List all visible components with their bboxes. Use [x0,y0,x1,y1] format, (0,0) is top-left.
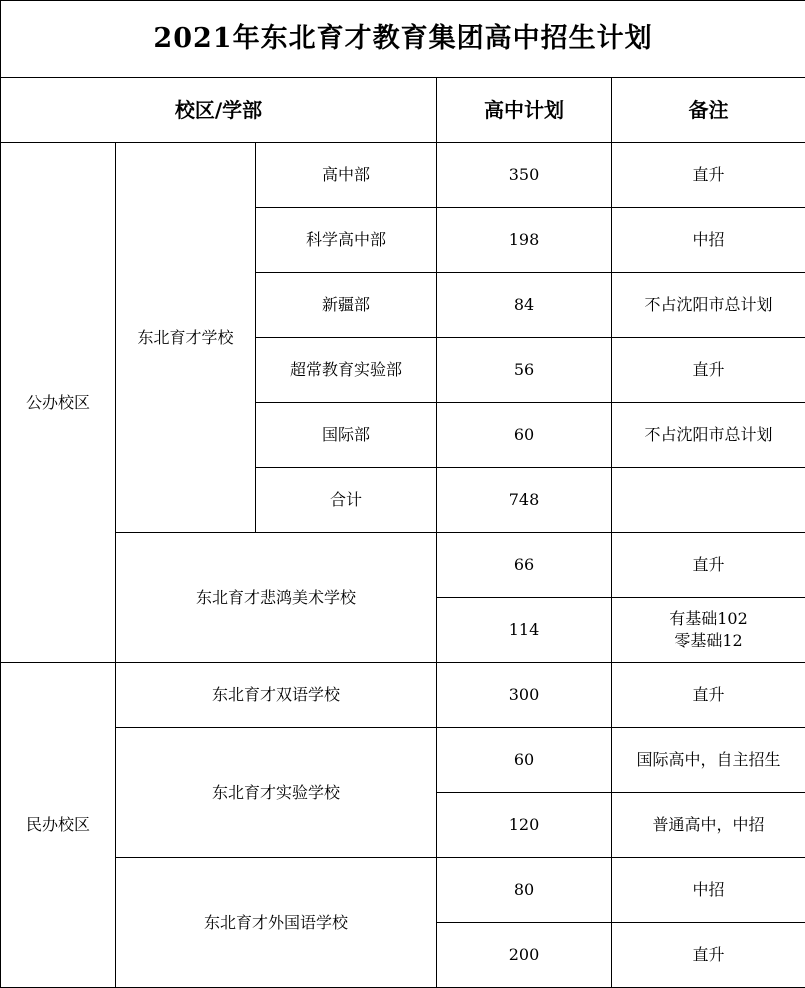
plan-cell: 80 [437,858,612,923]
note-cell: 直升 [612,663,805,728]
dept-cell: 新疆部 [256,273,437,338]
note-cell: 直升 [612,338,805,403]
plan-cell: 200 [437,923,612,988]
note-cell: 不占沈阳市总计划 [612,403,805,468]
plan-cell: 66 [437,533,612,598]
header-campus: 校区/学部 [1,78,437,143]
campus-private-label: 民办校区 [1,663,116,988]
dept-cell: 高中部 [256,143,437,208]
table-row [1,533,805,598]
school-experimental-name: 东北育才实验学校 [116,728,437,858]
note-cell: 中招 [612,208,805,273]
note-cell [612,468,805,533]
note-cell: 直升 [612,923,805,988]
note-cell: 普通高中，中招 [612,793,805,858]
school-main-name: 东北育才学校 [116,143,256,533]
header-plan: 高中计划 [437,78,612,143]
plan-cell: 300 [437,663,612,728]
campus-public-label: 公办校区 [1,143,116,663]
dept-cell: 科学高中部 [256,208,437,273]
dept-cell: 国际部 [256,403,437,468]
school-foreign-name: 东北育才外国语学校 [116,858,437,988]
note-line: 有基础102 [669,609,748,629]
plan-cell: 198 [437,208,612,273]
note-cell: 不占沈阳市总计划 [612,273,805,338]
title-row [1,1,805,78]
plan-cell: 84 [437,273,612,338]
table-row [1,728,805,793]
school-bilingual-name: 东北育才双语学校 [116,663,437,728]
plan-cell: 114 [437,598,612,663]
note-cell-multiline [612,598,805,663]
dept-cell: 超常教育实验部 [256,338,437,403]
note-cell: 直升 [612,143,805,208]
school-art-name: 东北育才悲鸿美术学校 [116,533,437,663]
plan-cell: 120 [437,793,612,858]
note-cell: 直升 [612,533,805,598]
plan-cell: 56 [437,338,612,403]
plan-cell: 60 [437,403,612,468]
header-note: 备注 [612,78,805,143]
table-row [1,143,805,208]
note-cell: 国际高中，自主招生 [612,728,805,793]
table-row [1,858,805,923]
plan-cell-total: 748 [437,468,612,533]
note-cell: 中招 [612,858,805,923]
header-row [1,78,805,143]
table-row [1,663,805,728]
page-title: 2021年东北育才教育集团高中招生计划 [1,1,805,78]
dept-cell-total: 合计 [256,468,437,533]
plan-cell: 60 [437,728,612,793]
note-line: 零基础12 [674,631,743,650]
plan-cell: 350 [437,143,612,208]
